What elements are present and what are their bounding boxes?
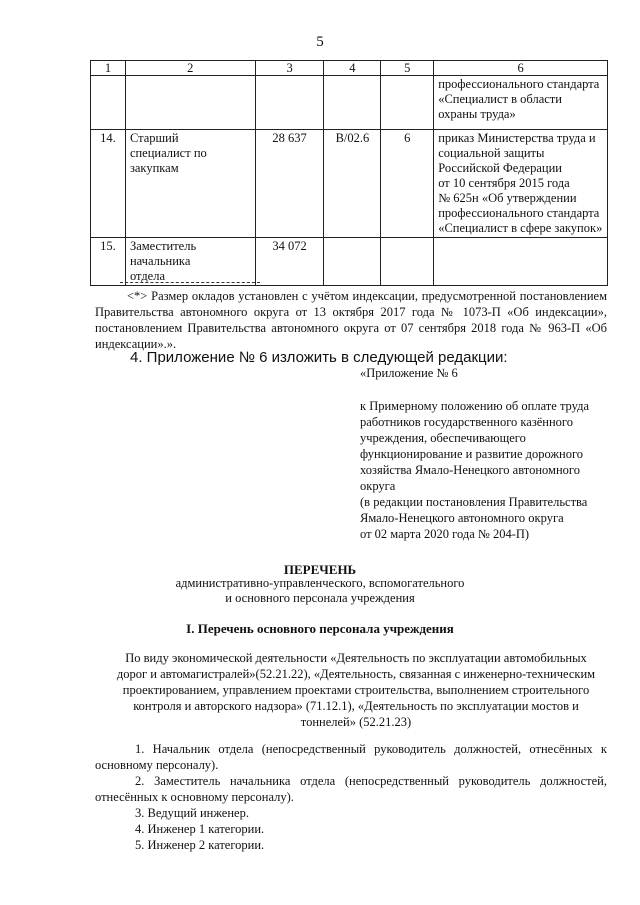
position-line: специалист по (129, 146, 207, 160)
basis-line: Российской Федерации (438, 161, 562, 175)
activity-line: тоннелей» (52.21.23) (300, 715, 412, 729)
list-item: 3. Ведущий инженер. (135, 806, 249, 820)
table-header-cell: 1 (91, 61, 126, 76)
list-subtitle-line: административно-управленческого, вспомогательного (175, 576, 465, 590)
salary-cell: 28 637 (255, 130, 324, 238)
table-header-cell: 6 (434, 61, 608, 76)
position-line: закупкам (129, 161, 179, 175)
row-number-cell (91, 76, 126, 130)
list-title: ПЕРЕЧЕНЬ (283, 562, 357, 577)
basis-line: социальной защиты (438, 146, 545, 160)
position-line: Заместитель (129, 239, 197, 253)
basis-cell (434, 130, 608, 238)
appendix-line: (в редакции постановления Правительства (360, 495, 588, 509)
position-cell (125, 76, 255, 130)
appendix-line: работников государственного казённого (360, 415, 574, 429)
appendix-line: функционирование и развитие дорожного (360, 447, 584, 461)
row-number-cell: 15. (91, 238, 126, 286)
code-cell (324, 76, 381, 130)
appendix-line: хозяйства Ямало-Ненецкого автономного (360, 463, 580, 477)
appendix-line: округа (360, 479, 396, 493)
list-item: 1. Начальник отдела (непосредственный руководитель должностей, отнесённых к основному персоналу). (95, 742, 607, 772)
basis-line: от 10 сентября 2015 года (438, 176, 570, 190)
basis-line: № 625н «Об утверждении (438, 191, 577, 205)
position-line: Старший (129, 131, 179, 145)
page-number: 5 (316, 34, 324, 50)
footnote: <*> Размер окладов установлен с учётом индексации, предусмотренной постановлением Правительства автономного округа от 13 октября 2017 года № 1073-П «Об индексации», постановлением Правительства автономного округа от 07 сентября 2018 года № 963-П «Об индексации».». (95, 289, 607, 351)
list-item: 5. Инженер 2 категории. (135, 838, 265, 852)
appendix-line: от 02 марта 2020 года № 204-П) (360, 527, 530, 541)
activity-line: По виду экономической деятельности «Деятельность по эксплуатации автомобильных (125, 651, 587, 665)
code-cell (324, 238, 381, 286)
table-header-cell: 3 (255, 61, 324, 76)
code-cell: B/02.6 (324, 130, 381, 238)
table-header-cell: 5 (381, 61, 434, 76)
basis-line: «Специалист в области (438, 92, 562, 106)
basis-line: «Специалист в сфере закупок» (438, 221, 603, 235)
appendix-line: учреждения, обеспечивающего (360, 431, 526, 445)
position-cell (125, 130, 255, 238)
salary-cell: 34 072 (255, 238, 324, 286)
level-cell (381, 238, 434, 286)
appendix-line: Ямало-Ненецкого автономного округа (360, 511, 564, 525)
position-cell (125, 238, 255, 286)
table-header-cell: 2 (125, 61, 255, 76)
table-row (91, 76, 608, 130)
appendix-line: к Примерному положению об оплате труда (360, 399, 590, 413)
basis-line: приказ Министерства труда и (438, 131, 596, 145)
level-cell (381, 76, 434, 130)
list-item: 2. Заместитель начальника отдела (непосредственный руководитель должностей, отнесённых к основному персоналу). (95, 774, 607, 804)
row-number-cell: 14. (91, 130, 126, 238)
table-header-row (91, 61, 608, 76)
staff-table (90, 60, 608, 286)
basis-cell (434, 76, 608, 130)
appendix-reference (360, 398, 610, 542)
salary-cell (255, 76, 324, 130)
level-cell: 6 (381, 130, 434, 238)
position-line: отдела (129, 269, 166, 283)
list-subtitle (0, 576, 640, 606)
activity-line: дорог и автомагистралей»(52.21.22), «Деятельность, связанная с инженерно-техническим (116, 667, 596, 681)
activity-description (110, 650, 602, 730)
basis-line: охраны труда» (438, 107, 516, 121)
amendment-item-4: 4. Приложение № 6 изложить в следующей редакции: (130, 349, 508, 366)
table-row (91, 130, 608, 238)
activity-line: контроля и авторского надзора» (71.12.1), «Деятельность по эксплуатации мостов и (133, 699, 579, 713)
basis-line: профессионального стандарта (438, 77, 600, 91)
table-header-cell: 4 (324, 61, 381, 76)
position-line: начальника (129, 254, 191, 268)
basis-cell (434, 238, 608, 286)
appendix-title: «Приложение № 6 (360, 366, 458, 380)
list-item: 4. Инженер 1 категории. (135, 822, 265, 836)
positions-list (95, 741, 607, 853)
section-title: I. Перечень основного персонала учреждения (186, 621, 454, 636)
basis-line: профессионального стандарта (438, 206, 600, 220)
activity-line: проектированием, управлением проектами строительства, выполнением строительного (122, 683, 590, 697)
table-row (91, 238, 608, 286)
list-subtitle-line: и основного персонала учреждения (225, 591, 415, 605)
footnote-divider (120, 282, 260, 283)
